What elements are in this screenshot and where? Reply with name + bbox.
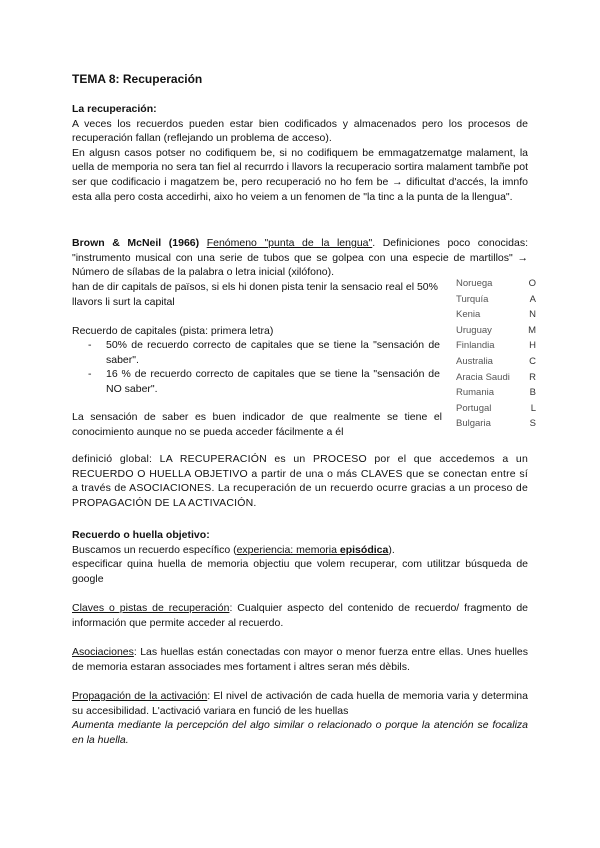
list-item	[88, 367, 440, 396]
table-row	[456, 276, 536, 292]
capitals-heading: Recuerdo de capitales (pista: primera letra)	[72, 325, 274, 337]
propagacion-label: Propagación de la activación	[72, 690, 208, 702]
country-letter: S	[529, 418, 536, 430]
paragraph-definicion: definició global: LA RECUPERACIÓN es un PROCESO por el que accedemos a un RECUERDO O HUELLA OBJETIVO a partir de una o más CLAVES que se conectan entre sí a través de ASOCIACIONES. La recuperación de un recuerdo ocurre gracias a un proceso de PROPAGACIÓN DE LA ACTIVACIÓN.	[72, 453, 528, 509]
bullet-marker: -	[88, 368, 92, 381]
country-letter: M	[528, 324, 536, 336]
country-letter: B	[529, 387, 536, 399]
claves-text: : Cualquier aspecto del contenido de recuerdo/ fragmento de información que permite acceder al recuerdo.	[72, 602, 528, 629]
table-row	[456, 323, 536, 339]
section-heading-recuperacion: La recuperación:	[72, 103, 157, 115]
country-letter: H	[529, 340, 536, 352]
section-huella	[72, 528, 528, 586]
huella-line-1	[72, 543, 528, 558]
huella-line-1-pre: Buscamos un recuerdo específico (	[72, 543, 237, 556]
country-name: Australia	[456, 355, 493, 367]
country-letter: N	[529, 309, 536, 321]
asociaciones-text: : Las huellas están conectadas con mayor o menor fuerza entre ellas. Unes huelles de memoria estaran associades mes fortament i altres seran més dèbils.	[72, 646, 528, 673]
paragraph-recuperacion-1: A veces los recuerdos pueden estar bien codificados y almacenados pero los procesos de recuperación fallan (reflejando un problema de acceso).	[72, 117, 528, 145]
huella-line-2: especificar quina huella de memoria objectiu que volem recuperar, com utilitzar búsqueda de google	[72, 558, 528, 585]
capitals-bullet-list	[88, 338, 440, 396]
table-row	[456, 370, 536, 386]
country-name: Noruega	[456, 278, 493, 289]
table-row	[456, 338, 536, 354]
country-letter: R	[529, 371, 536, 383]
country-name: Portugal	[456, 402, 492, 414]
section-recuperacion	[72, 102, 528, 204]
country-name: Bulgaria	[456, 418, 491, 430]
country-letter: A	[529, 293, 536, 305]
bullet-text: 16 % de recuerdo correcto de capitales que se tiene la "sensación de NO saber".	[106, 368, 440, 395]
country-name: Rumania	[456, 387, 495, 399]
brown-phenomenon: Fenómeno "punta de la lengua"	[206, 237, 373, 249]
country-name: Finlandia	[456, 340, 495, 352]
claves-label: Claves o pistas de recuperación	[72, 602, 230, 614]
paragraph-brown-mcneil	[72, 236, 528, 280]
country-letter: O	[528, 278, 536, 289]
country-name: Kenia	[456, 309, 481, 321]
paragraph-asociaciones	[72, 645, 528, 674]
country-name: Turquía	[456, 293, 489, 305]
country-letter: L	[530, 402, 536, 414]
country-letter: C	[529, 355, 536, 367]
paragraph-claves	[72, 601, 528, 630]
table-row	[456, 354, 536, 370]
table-row	[456, 307, 536, 323]
huella-line-1-post: ).	[388, 543, 395, 556]
country-name: Uruguay	[456, 324, 492, 336]
country-name: Aracia Saudi	[456, 371, 510, 383]
asociaciones-label: Asociaciones	[72, 646, 134, 658]
page-title: TEMA 8: Recuperación	[72, 72, 203, 86]
paragraph-propagacion	[72, 689, 528, 747]
table-row	[456, 385, 536, 401]
propagacion-italic: Aumenta mediante la percepción del algo similar o relacionado o porque la atención se focaliza en la huella.	[72, 719, 528, 746]
huella-memory-type: experiencia: memoria	[236, 543, 340, 556]
table-row	[456, 416, 536, 432]
countries-table	[456, 276, 536, 432]
huella-episodica: episódica	[339, 543, 389, 556]
paragraph-capitals: han de dir capitals de països, si els hi donen pista tenir la sensacio real el 50% llavors li surt la capital	[72, 281, 438, 308]
table-row	[456, 401, 536, 417]
bullet-text: 50% de recuerdo correcto de capitales que se tiene la "sensación de saber".	[106, 339, 440, 366]
paragraph-conclusion: La sensación de saber es buen indicador de que realmente se tiene el conocimiento aunque no se pueda acceder fácilmente a él	[72, 411, 442, 438]
section-heading-huella: Recuerdo o huella objetivo:	[72, 529, 210, 541]
huella-line-1-underline	[237, 544, 389, 556]
brown-author: Brown & McNeil (1966)	[72, 237, 200, 249]
paragraph-recuperacion-2: En algusn casos potser no codifiquem be, si no codifiquem be emmagatzematge malament, la uella de memporia no sera tan fiel al recurrdo i llavors la recuperacio sortira malament tambñe pot ser que codificacio i magatzem be, pero recuperació no ho fem be → dificultat d'accés, la imnfo esta alla pero costa accedirhi, aixo ho veiem a un fenomen de "la tinc a la punta de la llengua".	[72, 146, 528, 203]
list-item	[88, 338, 440, 367]
propagacion-text: : El nivel de activación de cada huella de memoria varia y determina su accesibilidad. L'activació variara en funció de les huellas	[72, 690, 528, 717]
bullet-marker: -	[88, 339, 92, 351]
brown-description: . Definiciones poco conocidas: "instrumento musical con una serie de tubos que se golpea con una especie de martillos" → Número de sílabas de la palabra o letra inicial (xilófono).	[72, 237, 528, 279]
table-row	[456, 292, 536, 308]
